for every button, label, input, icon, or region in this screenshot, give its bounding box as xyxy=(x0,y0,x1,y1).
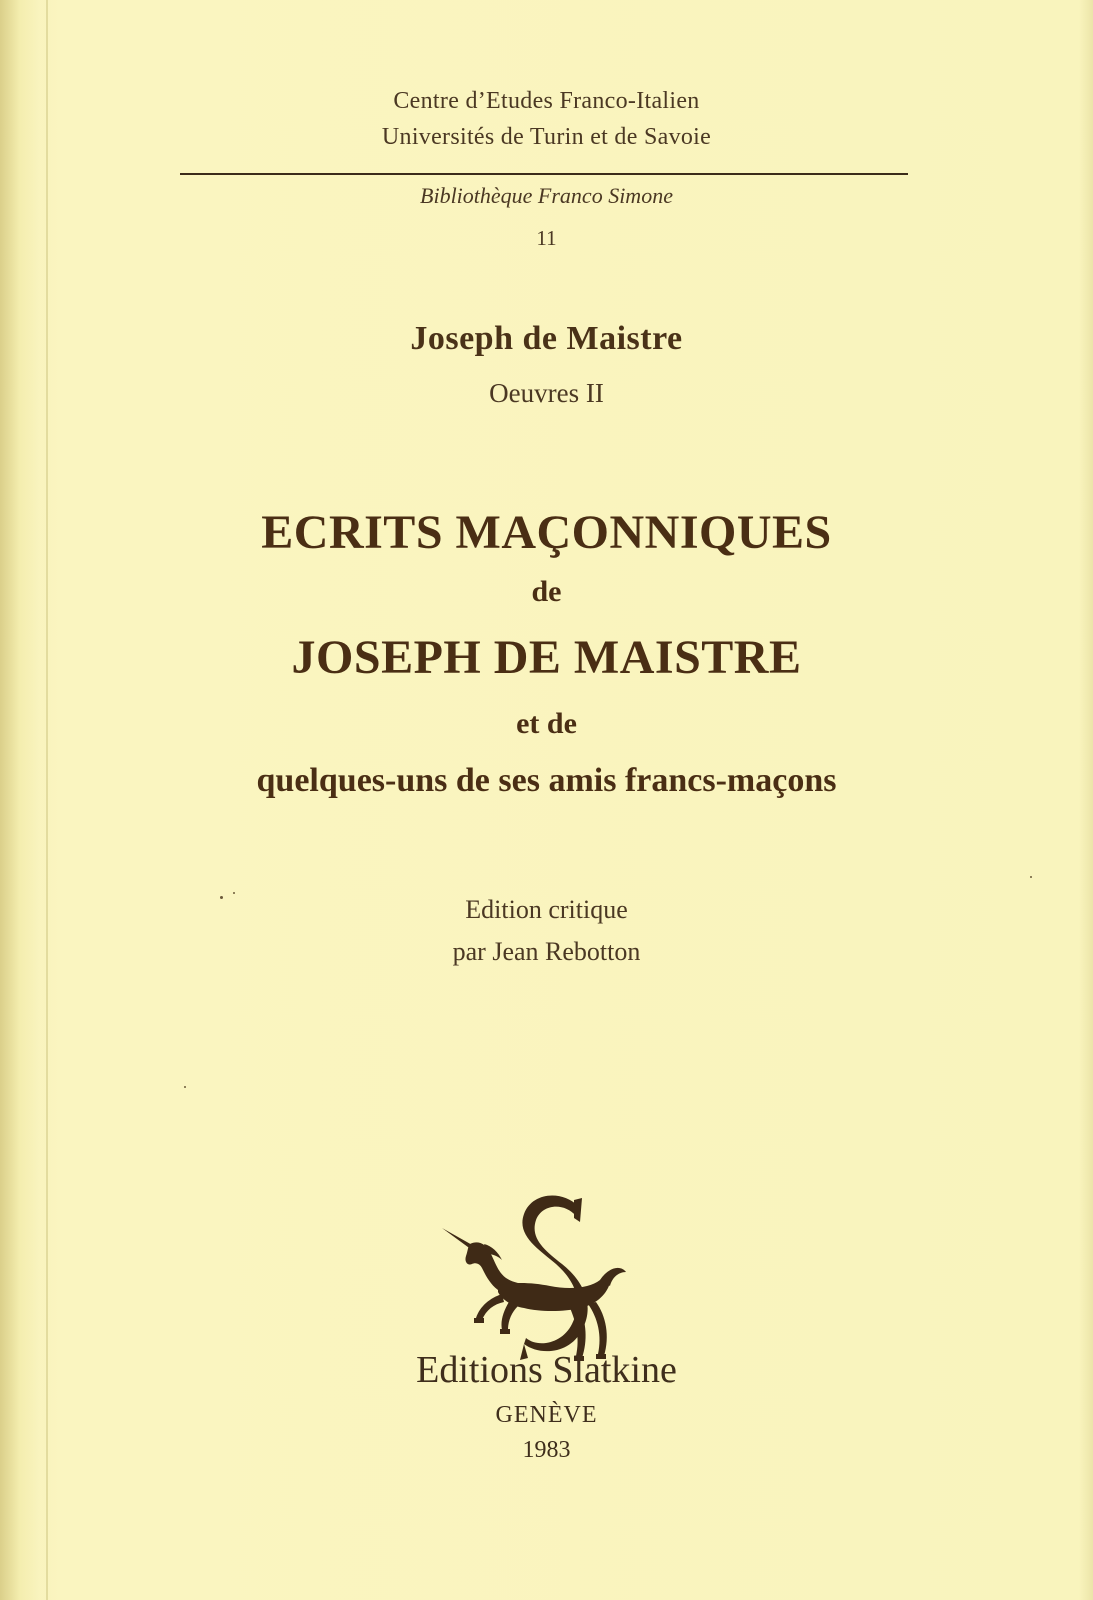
title-line-2: de xyxy=(531,575,562,608)
paper-speck xyxy=(220,896,223,899)
edition-line-1: Edition critique xyxy=(465,895,628,924)
author-name: Joseph de Maistre xyxy=(410,320,683,357)
title-line-1: ECRITS MAÇONNIQUES xyxy=(261,506,832,559)
edition-line-2: par Jean Rebotton xyxy=(452,937,641,966)
series-number: 11 xyxy=(536,226,557,250)
title-line-3: JOSEPH DE MAISTRE xyxy=(291,631,802,684)
publisher-name: Editions Slatkine xyxy=(416,1349,677,1391)
series-name: Bibliothèque Franco Simone xyxy=(420,183,673,208)
paper-speck xyxy=(184,1086,186,1088)
title-line-4: et de xyxy=(516,707,577,740)
institution-line-1: Centre d’Etudes Franco-Italien xyxy=(393,88,700,114)
institution-line-2: Universités de Turin et de Savoie xyxy=(381,124,712,150)
publisher-city: GENÈVE xyxy=(495,1402,598,1428)
publication-year: 1983 xyxy=(522,1437,571,1463)
title-line-5: quelques-uns de ses amis francs-maçons xyxy=(256,762,837,799)
volume-label: Oeuvres II xyxy=(489,378,604,408)
paper-speck xyxy=(1030,876,1032,878)
header-divider xyxy=(180,173,908,175)
paper-speck xyxy=(233,892,235,894)
